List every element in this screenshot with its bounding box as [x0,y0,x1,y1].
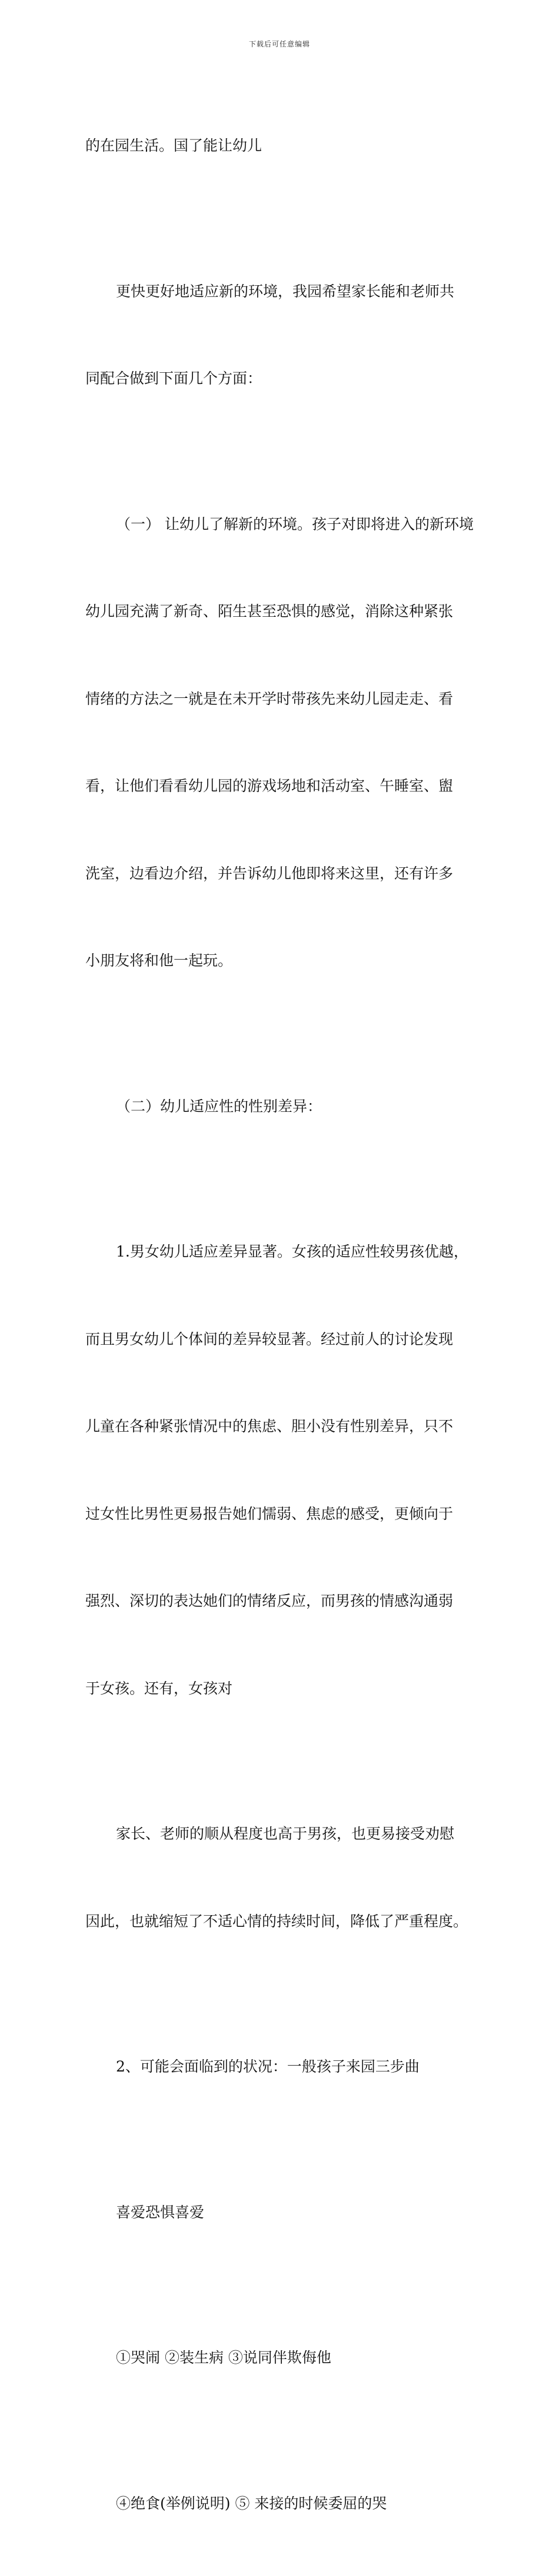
paragraph-3 [85,452,485,1034]
paragraph-4 [85,1034,485,1180]
text-line: 小朋友将和他一起玩。 [85,946,485,975]
text-line: 1.男女幼儿适应差异显著。女孩的适应性较男孩优越， [85,1237,485,1267]
paragraph-9 [85,2285,485,2431]
text-line: 的在园生活。国了能让幼儿 [85,131,485,161]
text-line: 强烈、深切的表达她们的情绪反应，而男孩的情感沟通弱 [85,1586,485,1616]
paragraph-7 [85,1994,485,2140]
text-line: 于女孩。还有，女孩对 [85,1674,485,1703]
paragraph-6 [85,1761,485,1994]
text-line: 2、可能会面临到的状况：一般孩子来园三步曲 [85,2052,485,2081]
text-line: 幼儿园充满了新奇、陌生甚至恐惧的感觉，消除这种紧张 [85,597,485,626]
text-line: （一） 让幼儿了解新的环境。孩子对即将进入的新环境 [85,510,485,539]
text-line: 儿童在各种紧张情况中的焦虑、胆小没有性别差异，只不 [85,1412,485,1441]
text-line: 更快更好地适应新的环境，我园希望家长能和老师共 [85,277,485,306]
paragraph-1 [85,73,485,219]
paragraph-2 [85,219,485,452]
text-line: 过女性比男性更易报告她们懦弱、焦虑的感受，更倾向于 [85,1499,485,1529]
paragraph-5 [85,1179,485,1761]
text-line: ①哭闹 ②装生病 ③说同伴欺侮他 [85,2343,485,2373]
paragraph-10 [85,2431,485,2576]
text-line: 喜爱恐惧喜爱 [85,2198,485,2227]
document-body [85,73,485,2576]
text-line: 情绪的方法之一就是在未开学时带孩先来幼儿园走走、看 [85,684,485,714]
page-header-note: 下载后可任意编辑 [0,39,559,49]
text-line: 同配合做到下面几个方面： [85,364,485,393]
text-line: （二）幼儿适应性的性别差异： [85,1092,485,1121]
text-line: 而且男女幼儿个体间的差异较显著。经过前人的讨论发现 [85,1325,485,1354]
text-line: 家长、老师的顺从程度也高于男孩，也更易接受劝慰 [85,1819,485,1849]
paragraph-8 [85,2140,485,2286]
text-line: ④绝食(举例说明) ⑤ 来接的时候委屈的哭 [85,2489,485,2518]
text-line: 因此，也就缩短了不适心情的持续时间，降低了严重程度。 [85,1907,485,1936]
text-line: 看，让他们看看幼儿园的游戏场地和活动室、午睡室、盥 [85,771,485,801]
text-line: 洗室，边看边介绍，并告诉幼儿他即将来这里，还有许多 [85,859,485,888]
